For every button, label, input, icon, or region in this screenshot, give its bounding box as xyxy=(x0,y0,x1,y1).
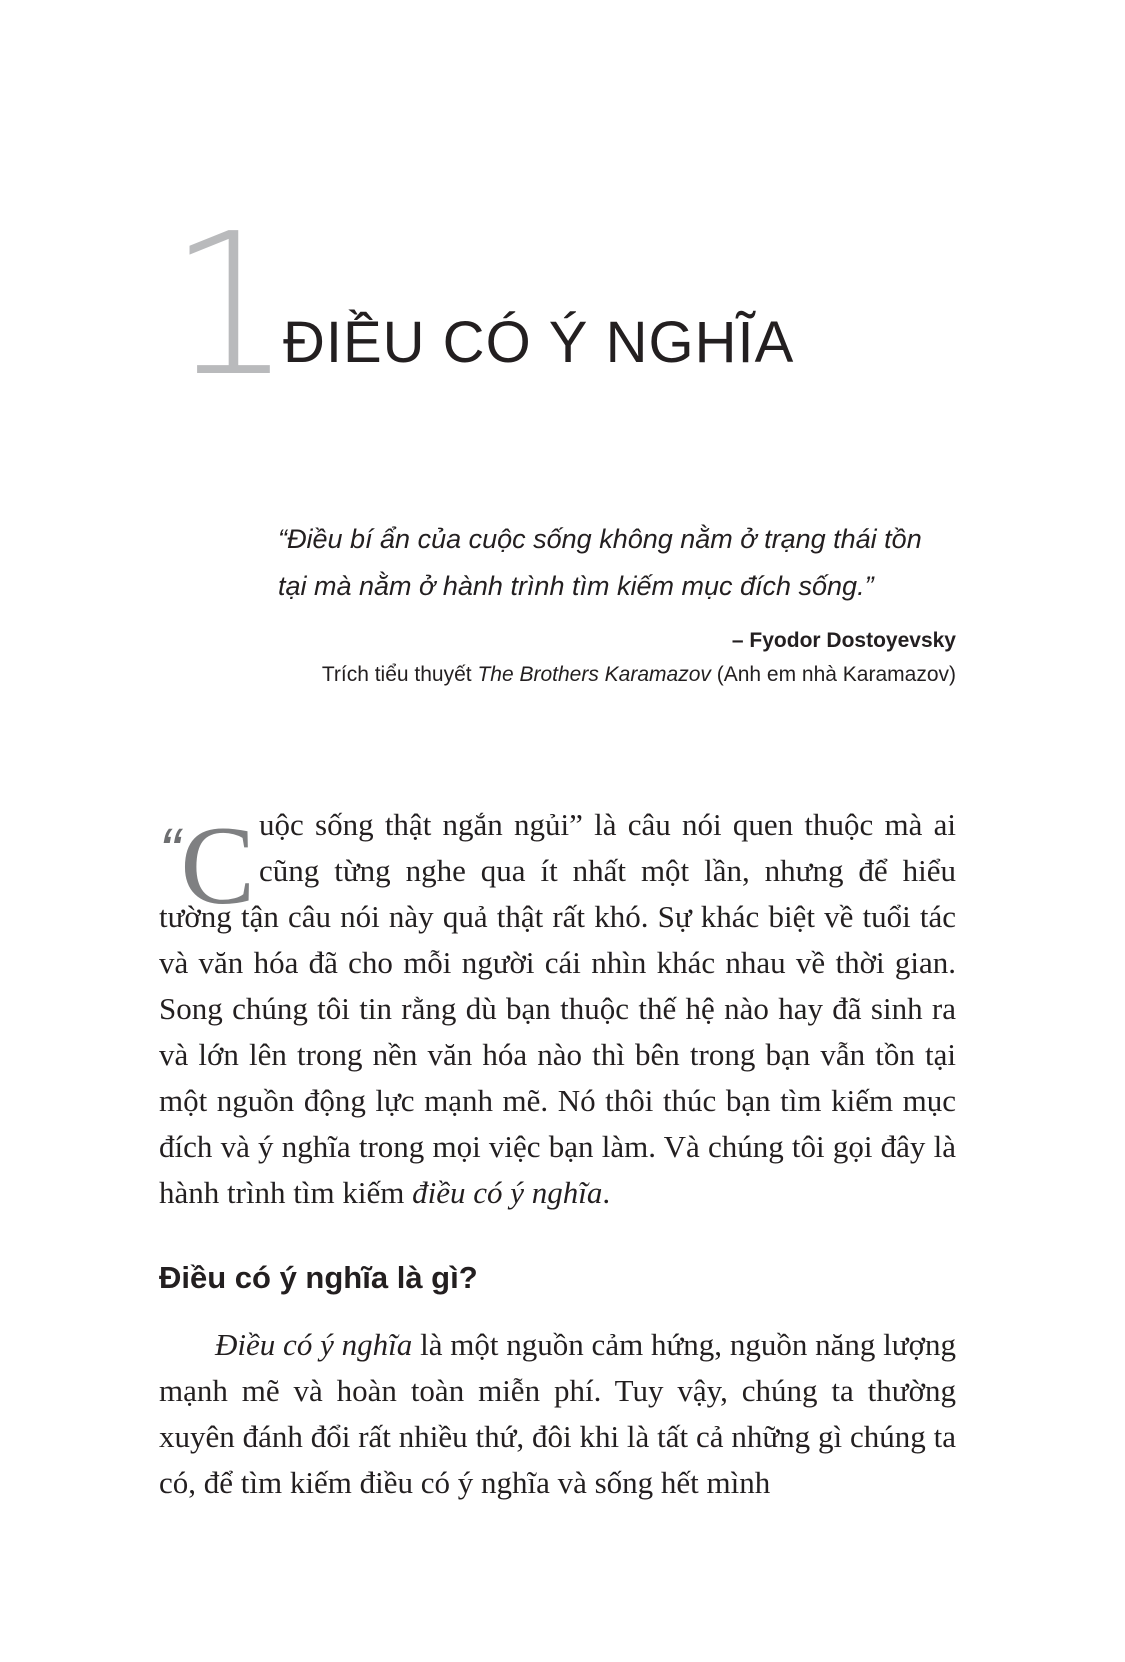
epigraph-source xyxy=(278,660,956,690)
section-paragraph xyxy=(159,1322,956,1506)
epigraph-source-prefix: Trích tiểu thuyết xyxy=(321,663,478,686)
epigraph-source-title: The Brothers Karamazov xyxy=(477,663,711,686)
drop-cap xyxy=(159,804,256,928)
intro-emphasis: điều có ý nghĩa xyxy=(412,1175,603,1210)
epigraph-quote: “Điều bí ẩn của cuộc sống không nằm ở trạng thái tồn tại mà nằm ở hành trình tìm kiếm mục đích sống.” xyxy=(278,524,922,601)
section-lead-emphasis: Điều có ý nghĩa xyxy=(215,1327,413,1362)
epigraph-source-suffix: (Anh em nhà Karamazov) xyxy=(710,663,956,686)
epigraph xyxy=(278,516,956,690)
intro-text: uộc sống thật ngắn ngủi” là câu nói quen thuộc mà ai cũng từng nghe qua ít nhất một lần, nhưng để hiểu tường tận câu nói này quả thật rất khó. Sự khác biệt về tuổi tác và văn hóa đã cho mỗi người cái nhìn khác nhau về thời gian. Song chúng tôi tin rằng dù bạn thuộc thế hệ nào hay đã sinh ra và lớn lên trong nền văn hóa nào thì bên trong bạn vẫn tồn tại một nguồn động lực mạnh mẽ. Nó thôi thúc bạn tìm kiếm mục đích và ý nghĩa trong mọi việc bạn làm. Và chúng tôi gọi đây là hành trình tìm kiếm xyxy=(159,807,956,1210)
epigraph-author: – Fyodor Dostoyevsky xyxy=(731,629,956,652)
section-text: là một nguồn cảm hứng, nguồn năng lượng mạnh mẽ và hoàn toàn miễn phí. Tuy vậy, chúng ta thường xuyên đánh đổi rất nhiều thứ, đôi khi là tất cả những gì chúng ta có, để tìm kiếm điều có ý nghĩa và sống hết mình xyxy=(159,1327,956,1500)
intro-end: . xyxy=(602,1175,611,1210)
intro-paragraph xyxy=(159,802,956,1216)
chapter-number: 1 xyxy=(168,192,289,420)
chapter-title: ĐIỀU CÓ Ý NGHĨA xyxy=(283,310,795,375)
drop-cap-letter: C xyxy=(180,804,256,928)
section-heading: Điều có ý nghĩa là gì? xyxy=(159,1260,478,1295)
drop-cap-open-quote: “ xyxy=(159,815,175,887)
